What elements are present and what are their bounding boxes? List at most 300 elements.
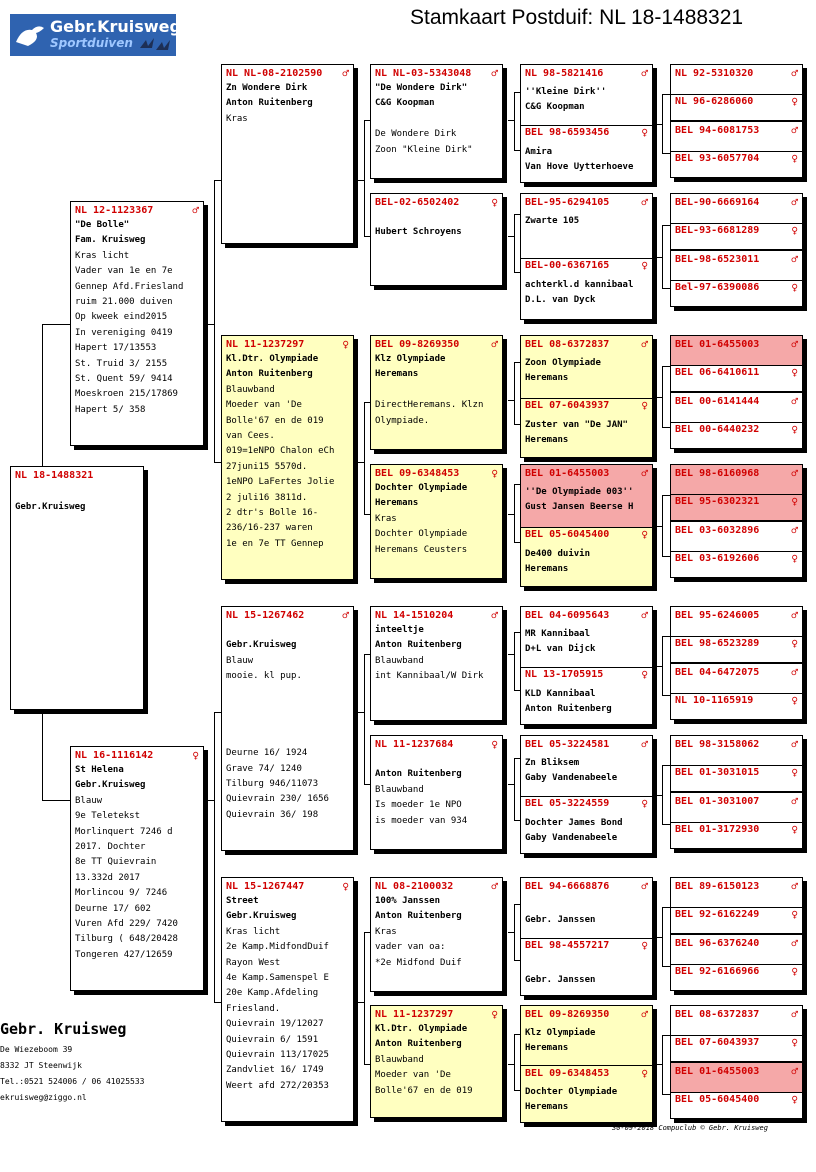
ring-label: NL 11-1237684	[375, 738, 454, 750]
connector-line	[208, 800, 215, 801]
ring-number	[521, 1065, 652, 1081]
ring-number	[671, 664, 802, 680]
female-icon: ♀	[791, 823, 798, 836]
pigeon-info-line: St. Quent 59/ 9414	[75, 374, 173, 385]
page-title: Stamkaart Postduif: NL 18-1488321	[410, 6, 744, 29]
connector-line	[508, 236, 515, 237]
pigeon-info-line: C&G Koopman	[375, 98, 435, 109]
owner-name: Gebr. Kruisweg	[0, 1020, 127, 1038]
pigeon-info-line: Kras licht	[75, 250, 130, 261]
pigeon-info-line: Heremans	[525, 1043, 569, 1054]
pigeon-info-line: Hapert 5/ 358	[75, 404, 146, 415]
ring-label: BEL 95-6302321	[675, 496, 760, 507]
pigeon-entry	[671, 1006, 802, 1035]
ring-label: NL 98-5821416	[525, 67, 604, 79]
pigeon-info-line	[222, 715, 353, 730]
pigeon-info-line: van Cees.	[226, 431, 275, 442]
ring-label: BEL 94-6081753	[675, 124, 760, 136]
pigeon-info-line: Zoon Olympiade	[525, 358, 601, 368]
connector-line	[214, 712, 215, 1002]
ring-number	[371, 336, 502, 352]
ring-label: BEL-90-6669164	[675, 196, 760, 208]
ring-number	[222, 878, 353, 894]
pigeon-entry	[671, 636, 802, 664]
female-icon: ♀	[641, 399, 648, 412]
pigeon-info-line: mooie. kl pup.	[226, 671, 302, 682]
male-icon: ♂	[342, 608, 349, 622]
pigeon-info-line: Kras	[375, 926, 397, 937]
pigeon-info-line: 2 juli16 3811d.	[226, 492, 308, 503]
connector-line	[508, 932, 515, 933]
ring-number	[671, 693, 802, 709]
ring-label: BEL 05-6045400	[525, 529, 610, 540]
pigeon-info-line: Dochter Olympiade	[375, 483, 468, 493]
male-icon: ♂	[791, 195, 798, 209]
owner-email: ekruisweg@ziggo.nl	[0, 1093, 87, 1102]
male-icon: ♂	[491, 608, 498, 622]
pigeon-info-line	[222, 731, 353, 746]
pigeon-entry	[671, 223, 802, 251]
ring-label: BEL 05-3224581	[525, 738, 610, 750]
ring-number	[671, 607, 802, 623]
pigeon-card	[221, 64, 354, 244]
pigeon-info-line: Rayon West	[226, 957, 281, 968]
ring-label: BEL 07-6043937	[675, 1037, 760, 1048]
pigeon-info-line: Heremans	[525, 373, 569, 384]
ring-number	[671, 94, 802, 110]
ring-label: NL 16-1116142	[75, 749, 154, 761]
pigeon-info-line: achterkl.d kannibaal	[525, 279, 634, 290]
pigeon-info-line: Deurne 16/ 1924	[226, 748, 308, 759]
connector-line	[656, 257, 663, 258]
ring-label: NL 15-1267462	[226, 609, 305, 621]
pigeon-info-line: Blauw	[75, 795, 103, 806]
pigeon-info-line	[222, 623, 353, 638]
pigeon-info-line: Gebr.Kruisweg	[226, 640, 297, 651]
pigeon-entry	[521, 878, 652, 938]
pigeon-entry	[521, 1065, 652, 1123]
connector-line	[514, 484, 515, 542]
ring-label: BEL 01-6455003	[675, 1065, 760, 1077]
pigeon-info-line: Heremans	[375, 369, 419, 380]
pigeon-info-line: Moeder van 'De	[226, 400, 302, 411]
divider	[671, 765, 802, 766]
pigeon-info-line: Gust Jansen Beerse H	[525, 502, 634, 513]
male-icon: ♂	[791, 466, 798, 480]
connector-line	[42, 708, 43, 800]
pigeon-info-line: Vader van 1e en 7e	[75, 266, 173, 277]
pigeon-entry	[671, 365, 802, 393]
pigeon-info-line	[371, 752, 502, 767]
pigeon-info-line: Blauwband	[375, 655, 424, 666]
pigeon-info-line: vader van oa:	[375, 942, 446, 953]
pigeon-card	[370, 877, 503, 992]
pigeon-info-line: Bolle'67 en de 019	[226, 415, 324, 426]
pigeon-info-line: Zn Bliksem	[525, 758, 580, 768]
pigeon-info-line: *2e Midfond Duif	[375, 957, 462, 968]
pigeon-info-line	[371, 383, 502, 398]
pigeon-info-line: Tilburg ( 648/20428	[75, 934, 178, 945]
female-icon: ♀	[791, 908, 798, 921]
pigeon-entry	[521, 527, 652, 588]
connector-line	[508, 784, 515, 785]
pigeon-info-line: In vereniging 0419	[75, 327, 173, 338]
male-icon: ♂	[641, 879, 648, 893]
pigeon-info-line: is moeder van 934	[375, 815, 468, 826]
pigeon-entry	[521, 736, 652, 796]
divider	[671, 1035, 802, 1036]
female-icon: ♀	[641, 1066, 648, 1080]
pigeon-card	[370, 735, 503, 850]
female-icon: ♀	[641, 668, 648, 681]
ring-label: NL 96-6286060	[675, 96, 754, 107]
connector-line	[364, 120, 365, 236]
pigeon-entry	[671, 964, 802, 992]
divider	[671, 1092, 802, 1093]
ring-number	[521, 527, 652, 543]
pigeon-info-line: Blauwband	[375, 1054, 424, 1065]
ring-number	[671, 65, 802, 81]
connector-line	[42, 324, 70, 325]
ring-number	[671, 151, 802, 167]
female-icon: ♀	[791, 965, 798, 978]
connector-line	[364, 654, 365, 784]
pigeon-info-line: Quievrain 230/ 1656	[226, 794, 329, 805]
pigeon-info-line: Gebr.Kruisweg	[75, 780, 146, 791]
ring-label: NL 18-1488321	[15, 469, 94, 481]
ring-number	[371, 1006, 502, 1022]
female-icon: ♀	[641, 797, 648, 810]
connector-line	[214, 180, 215, 462]
pigeon-card	[221, 606, 354, 851]
ring-number	[521, 398, 652, 414]
pigeon-info-line: Klz Olympiade	[375, 354, 446, 364]
pigeon-entry	[671, 664, 802, 693]
pigeon-entry	[521, 125, 652, 184]
pigeon-info-line: Gennep Afd.Friesland	[75, 281, 184, 292]
pigeon-entry	[521, 194, 652, 258]
pigeon-info-line: Heremans Ceusters	[375, 544, 468, 555]
ring-label: BEL 09-6348453	[375, 467, 460, 479]
ring-number	[671, 336, 802, 352]
ring-label: BEL 92-6166966	[675, 966, 760, 977]
pigeon-card	[70, 746, 204, 991]
pigeon-info-line: Anton Ruitenberg	[226, 369, 313, 380]
ring-number	[671, 465, 802, 481]
pigeon-entry	[671, 793, 802, 822]
ring-number	[671, 494, 802, 510]
pigeon-info-line: Vuren Afd 229/ 7420	[75, 919, 178, 930]
pigeon-entry	[671, 522, 802, 551]
pigeon-info-line: Zoon "Kleine Dirk"	[375, 144, 473, 155]
pigeon-info-line: Is moeder 1e NPO	[375, 800, 462, 811]
pigeon-info-line	[371, 112, 502, 127]
ring-label: BEL 00-6141444	[675, 395, 760, 407]
pigeon-info-line: Moeskroen 215/17869	[75, 389, 178, 400]
pigeon-info-line: 1eNPO LaFertes Jolie	[226, 477, 335, 488]
divider	[671, 94, 802, 95]
pigeon-info-line: 4e Kamp.Samenspel E	[226, 973, 329, 984]
ring-number	[521, 258, 652, 274]
connector-line	[208, 324, 215, 325]
pigeon-entry	[671, 551, 802, 579]
divider	[671, 693, 802, 694]
divider	[671, 422, 802, 423]
ring-label: BEL 98-4557217	[525, 940, 610, 951]
pigeon-info-line	[521, 229, 652, 244]
connector-line	[508, 514, 515, 515]
pigeon-info-line: Heremans	[375, 498, 419, 509]
pigeon-pair-card	[670, 934, 803, 991]
male-icon: ♂	[641, 737, 648, 751]
ring-number	[671, 765, 802, 781]
pigeon-entry	[521, 1006, 652, 1065]
ring-number	[671, 194, 802, 210]
pigeon-info-line: Zwarte 105	[525, 216, 580, 226]
pigeon-info-line: Hubert Schroyens	[375, 227, 462, 238]
connector-line	[514, 758, 515, 820]
connector-line	[514, 92, 515, 150]
pigeon-pair-card	[520, 64, 653, 183]
pigeon-pair-card	[520, 735, 653, 854]
male-icon: ♂	[641, 608, 648, 622]
connector-line	[656, 666, 663, 667]
pigeon-info-line: Anton Ruitenberg	[375, 769, 462, 780]
pigeon-entry	[521, 607, 652, 667]
pigeon-info-line: 9e Teletekst	[75, 811, 141, 822]
ring-number	[521, 465, 652, 481]
ring-label: NL 14-1510204	[375, 609, 454, 621]
ring-number	[371, 465, 502, 481]
pigeon-entry	[671, 607, 802, 636]
ring-number	[371, 736, 502, 752]
pigeon-info-line: DirectHeremans. Klzn	[375, 400, 484, 411]
pigeon-pair-card	[520, 464, 653, 587]
pigeon-pair-card	[670, 64, 803, 121]
birds-icon	[138, 36, 174, 52]
ring-label: BEL-93-6681289	[675, 225, 760, 236]
pigeon-info-line	[222, 700, 353, 715]
ring-label: BEL 08-6372837	[675, 1008, 760, 1020]
pigeon-info-line: Zuster van "De JAN"	[525, 419, 628, 430]
pigeon-pair-card	[670, 121, 803, 178]
pigeon-info-line: Kras	[375, 513, 397, 524]
ring-label: NL 15-1267447	[226, 880, 305, 892]
pigeon-info-line: D.L. van Dyck	[525, 294, 596, 305]
ring-label: BEL-98-6523011	[675, 253, 760, 265]
ring-number	[222, 336, 353, 352]
male-icon: ♂	[641, 466, 648, 480]
ring-label: BEL 01-6455003	[525, 467, 610, 479]
ring-number	[671, 636, 802, 652]
ring-label: BEL 03-6032896	[675, 524, 760, 536]
connector-line	[514, 1034, 515, 1090]
ring-number	[671, 280, 802, 296]
female-icon: ♀	[791, 152, 798, 165]
divider	[671, 223, 802, 224]
male-icon: ♂	[791, 737, 798, 751]
pigeon-pair-card	[670, 1062, 803, 1119]
male-icon: ♂	[791, 394, 798, 408]
female-icon: ♀	[641, 528, 648, 541]
ring-label: Bel-97-6390086	[675, 282, 760, 293]
ring-number	[671, 122, 802, 138]
pigeon-card	[370, 64, 503, 179]
pigeon-pair-card	[670, 193, 803, 250]
ring-number	[371, 194, 502, 210]
female-icon: ♀	[491, 737, 498, 751]
ring-label: BEL-95-6294105	[525, 196, 610, 208]
ring-label: BEL 08-6372837	[525, 338, 610, 350]
pigeon-pair-card	[670, 521, 803, 578]
ring-label: BEL 98-6523289	[675, 638, 760, 649]
pigeon-info-line: Gebr.Kruisweg	[226, 911, 297, 922]
pigeon-info-line: 100% Janssen	[375, 896, 441, 906]
pigeon-icon	[14, 20, 46, 50]
pigeon-info-line: Op kweek eind2015	[75, 312, 168, 323]
ring-number	[521, 1006, 652, 1022]
male-icon: ♂	[791, 1064, 798, 1078]
pigeon-entry	[671, 393, 802, 422]
pigeon-info-line: Fam. Kruisweg	[75, 235, 146, 246]
pigeon-card	[370, 335, 503, 450]
pigeon-info-line: Klz Olympiade	[525, 1028, 596, 1038]
pigeon-info-line: St Helena	[75, 765, 124, 775]
female-icon: ♀	[791, 366, 798, 379]
ring-label: BEL 09-8269350	[375, 338, 460, 350]
female-icon: ♀	[791, 224, 798, 237]
pigeon-entry	[671, 151, 802, 179]
divider	[521, 527, 652, 528]
pigeon-info-line: Zandvliet 16/ 1749	[226, 1065, 324, 1076]
pigeon-info-line: Morlinquert 7246 d	[75, 826, 173, 837]
pigeon-info-line: Quievrain 36/ 198	[226, 809, 319, 820]
pigeon-info-line: Anton Ruitenberg	[375, 640, 462, 651]
ring-label: NL 12-1123367	[75, 204, 154, 216]
ring-label: BEL 09-6348453	[525, 1067, 610, 1079]
ring-label: BEL 01-6455003	[675, 338, 760, 350]
divider	[521, 258, 652, 259]
connector-line	[656, 795, 663, 796]
ring-label: BEL 04-6095643	[525, 609, 610, 621]
pigeon-pair-card	[670, 250, 803, 307]
pigeon-info-line: Zn Wondere Dirk	[226, 83, 308, 93]
ring-number	[671, 964, 802, 980]
connector-line	[42, 324, 43, 468]
pigeon-info-line: Anton Ruitenberg	[226, 98, 313, 109]
pigeon-info-line: Anton Ruitenberg	[375, 1039, 462, 1050]
pigeon-card	[221, 877, 354, 1122]
connector-line	[656, 937, 663, 938]
ring-label: BEL 07-6043937	[525, 400, 610, 411]
pigeon-info-line: Gaby Vandenabeele	[525, 832, 618, 843]
ring-label: BEL 06-6410611	[675, 367, 760, 378]
connector-line	[358, 180, 365, 181]
pigeon-info-line: ''Kleine Dirk''	[525, 87, 607, 97]
divider	[521, 796, 652, 797]
pigeon-entry	[671, 1063, 802, 1092]
owner-address-line: De Wiezeboom 39	[0, 1045, 73, 1054]
pigeon-entry	[521, 465, 652, 527]
ring-number	[71, 202, 203, 218]
pigeon-info-line: inteeltje	[375, 625, 424, 635]
male-icon: ♂	[491, 337, 498, 351]
female-icon: ♀	[641, 126, 648, 139]
logo-name: Gebr.Kruisweg	[50, 17, 181, 36]
pigeon-entry	[671, 907, 802, 935]
pigeon-info-line: Tongeren 427/12659	[75, 949, 173, 960]
ring-number	[371, 878, 502, 894]
ring-label: NL 08-2100032	[375, 880, 454, 892]
pigeon-info-line: De400 duivin	[525, 548, 591, 559]
connector-line	[358, 712, 365, 713]
pigeon-info-line: Morlincou 9/ 7246	[75, 888, 168, 899]
pigeon-pair-card	[670, 663, 803, 720]
pigeon-entry	[671, 1092, 802, 1120]
ring-number	[521, 796, 652, 812]
divider	[521, 125, 652, 126]
pigeon-info-line: Friesland.	[226, 1003, 281, 1014]
pigeon-info-line: Anton Ruitenberg	[525, 703, 612, 714]
ring-label: BEL-00-6367165	[525, 260, 610, 271]
ring-number	[671, 393, 802, 409]
connector-line	[514, 214, 515, 272]
male-icon: ♂	[791, 123, 798, 137]
male-icon: ♂	[342, 66, 349, 80]
pigeon-pair-card	[670, 792, 803, 849]
pigeon-info-line: Anton Ruitenberg	[375, 911, 462, 922]
pigeon-info-line: Bolle'67 en de 019	[375, 1085, 473, 1096]
connector-line	[358, 462, 365, 463]
female-icon: ♀	[342, 337, 349, 351]
pigeon-info-line: Kras	[226, 113, 248, 124]
female-icon: ♀	[791, 95, 798, 108]
pigeon-info-line: 236/16-237 waren	[226, 523, 313, 534]
pigeon-info-line: Grave 74/ 1240	[226, 763, 302, 774]
pigeon-info-line	[222, 685, 353, 700]
logo	[10, 14, 181, 56]
pigeon-entry	[671, 251, 802, 280]
pigeon-info-line: Gebr.Kruisweg	[15, 502, 86, 513]
ring-number	[521, 336, 652, 352]
pigeon-entry	[671, 494, 802, 522]
pigeon-info-line: 2 dtr's Bolle 16-	[226, 508, 319, 519]
ring-number	[71, 747, 203, 763]
ring-number	[671, 1092, 802, 1108]
connector-line	[508, 654, 515, 655]
ring-label: BEL 04-6472075	[675, 666, 760, 678]
ring-number	[521, 607, 652, 623]
divider	[521, 1065, 652, 1066]
ring-number	[671, 251, 802, 267]
pigeon-pair-card	[670, 464, 803, 521]
ring-label: BEL 98-6160968	[675, 467, 760, 479]
footer-text: 30-09-2018 Compuclub © Gebr. Kruisweg	[612, 1124, 768, 1132]
ring-label: BEL-02-6502402	[375, 196, 460, 208]
ring-number	[371, 65, 502, 81]
pigeon-info-line: Quievrain 113/17025	[226, 1050, 329, 1061]
divider	[671, 280, 802, 281]
ring-label: NL NL-08-2102590	[226, 67, 323, 79]
female-icon: ♀	[791, 1093, 798, 1106]
pigeon-entry	[671, 336, 802, 365]
pigeon-card	[221, 335, 354, 580]
pigeon-info-line: "De Wondere Dirk"	[375, 83, 468, 93]
ring-label: BEL 05-3224559	[525, 798, 610, 809]
pigeon-info-line: St. Truid 3/ 2155	[75, 358, 168, 369]
pigeon-info-line: 2017. Dochter	[75, 842, 146, 853]
connector-line	[508, 1064, 515, 1065]
